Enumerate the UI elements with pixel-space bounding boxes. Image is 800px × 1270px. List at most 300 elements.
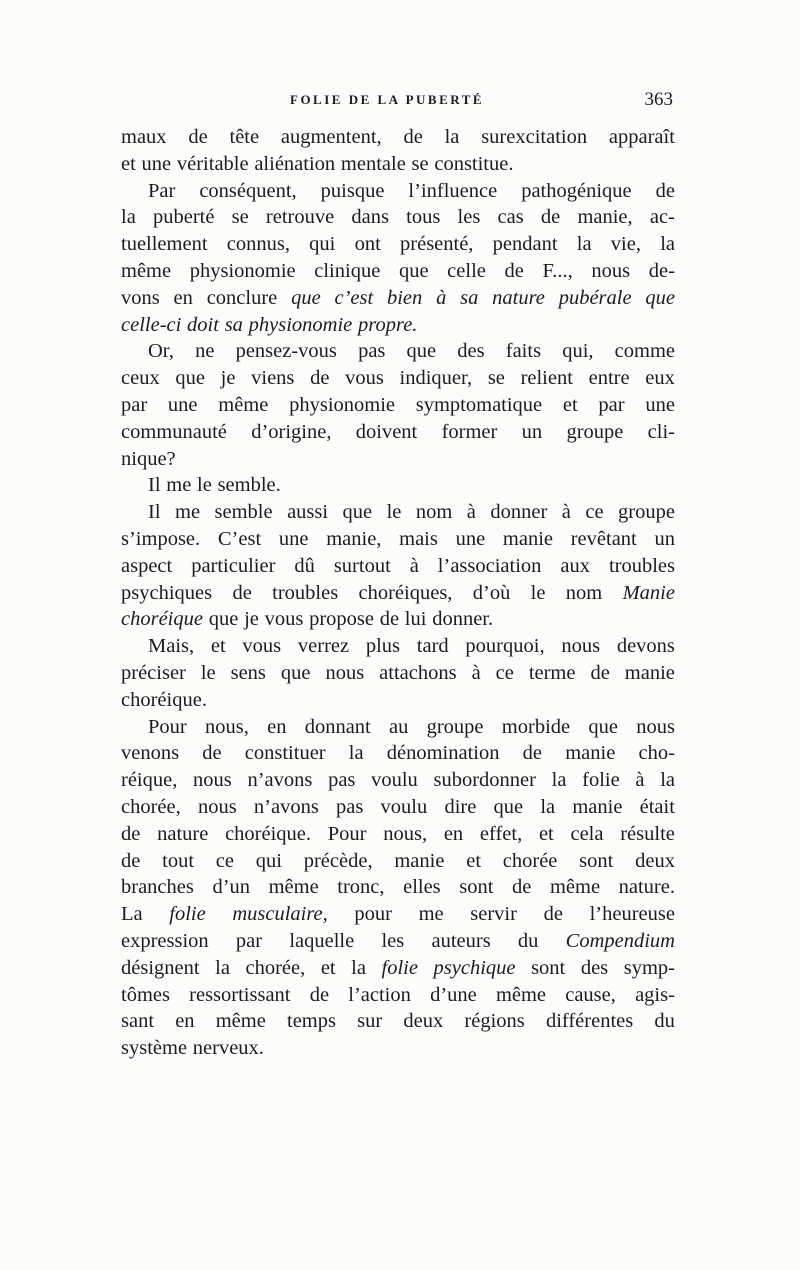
word: voulu xyxy=(380,795,428,818)
word: que xyxy=(175,367,205,390)
word: effet, xyxy=(479,822,523,845)
word: pourquoi, xyxy=(465,635,545,658)
text-line xyxy=(121,660,675,687)
word: surexcitation xyxy=(481,126,588,148)
word: même xyxy=(268,876,319,899)
word: vons xyxy=(121,286,160,309)
word: par xyxy=(598,393,625,416)
word: la xyxy=(660,233,675,256)
text-line xyxy=(121,124,675,151)
word: Il xyxy=(148,501,161,524)
word: que xyxy=(398,259,429,282)
word: apparaît xyxy=(608,126,675,148)
word: de xyxy=(655,179,675,202)
word: qui xyxy=(255,849,282,872)
word: par xyxy=(235,929,263,952)
word: pas xyxy=(336,795,364,818)
word: aliénation xyxy=(254,152,336,175)
word: expression xyxy=(121,929,209,952)
text-line xyxy=(121,982,675,1009)
word: nous, xyxy=(383,822,428,845)
word: d’un xyxy=(212,876,251,899)
text-line xyxy=(121,151,675,178)
word: morbide xyxy=(501,715,571,738)
word: en xyxy=(443,822,464,845)
text-line xyxy=(121,204,675,231)
text-line xyxy=(121,338,675,365)
word: constituer xyxy=(244,742,326,765)
word: l’heureuse xyxy=(589,903,675,926)
word: branches xyxy=(121,876,194,899)
word: qui xyxy=(309,233,336,256)
running-title: FOLIE DE LA PUBERTÉ xyxy=(290,92,485,107)
word: puberté xyxy=(152,206,215,229)
word: pas xyxy=(358,340,386,363)
word: communauté xyxy=(121,420,227,443)
word: n’avons xyxy=(247,769,313,792)
word: manie xyxy=(572,795,623,818)
word: une xyxy=(278,527,309,550)
word: de xyxy=(121,849,141,872)
word: et xyxy=(538,822,554,845)
word: chorée xyxy=(502,849,558,872)
word: à xyxy=(471,661,481,684)
word: manie xyxy=(502,527,553,550)
text-line xyxy=(121,714,675,741)
word: et xyxy=(466,849,482,872)
word: symptomatique xyxy=(415,393,543,416)
word: des xyxy=(580,956,609,979)
text-line xyxy=(121,848,675,875)
word: nous xyxy=(591,259,631,282)
word: nous xyxy=(561,635,601,658)
word: doivent xyxy=(355,420,418,443)
word: Par xyxy=(148,179,176,202)
word: Pour xyxy=(148,715,187,738)
word: du xyxy=(654,1010,675,1033)
word: que xyxy=(208,608,239,631)
word: cela xyxy=(570,822,604,845)
word: sur xyxy=(357,1010,383,1033)
word: et xyxy=(320,956,336,979)
word: la xyxy=(576,233,592,256)
word: indiquer, xyxy=(399,367,473,390)
word: clinique xyxy=(314,259,381,282)
word: que xyxy=(291,286,321,309)
word: tuellement xyxy=(121,233,208,256)
text-line xyxy=(121,687,675,714)
word: ressortissant xyxy=(189,983,291,1006)
word: pour xyxy=(354,903,392,926)
word: ce xyxy=(585,501,604,524)
word: Il xyxy=(148,474,161,497)
word: aux xyxy=(560,554,590,577)
word: préciser xyxy=(121,661,186,684)
word: choréiques, xyxy=(358,581,453,604)
word: sont xyxy=(579,849,614,872)
word: ac- xyxy=(649,206,675,229)
word: venons xyxy=(121,742,180,765)
word: cli- xyxy=(647,420,675,443)
text-line xyxy=(121,740,675,767)
word: en xyxy=(173,286,193,309)
word: celle-ci xyxy=(121,313,182,336)
word: attachons xyxy=(379,661,457,684)
word: et xyxy=(562,393,578,416)
text-line xyxy=(121,312,675,339)
word: me xyxy=(166,474,192,497)
word: deux xyxy=(635,849,675,872)
word: choréique xyxy=(121,608,203,631)
word: un xyxy=(521,420,543,443)
word: cho- xyxy=(638,742,675,765)
text-line xyxy=(121,499,675,526)
word: Pour xyxy=(327,822,367,845)
word: aspect xyxy=(121,554,173,577)
word: choréique. xyxy=(121,688,207,711)
text-line xyxy=(121,365,675,392)
word: physionomie xyxy=(189,259,296,282)
word: d’où xyxy=(472,581,511,604)
word: eux xyxy=(645,367,675,390)
word: symp- xyxy=(623,956,675,979)
word: relient xyxy=(520,367,573,390)
word: vie, xyxy=(610,233,641,256)
word: les xyxy=(381,929,405,952)
text-line xyxy=(121,526,675,553)
word: entre xyxy=(588,367,630,390)
word: psychiques xyxy=(121,581,213,604)
word: résulte xyxy=(620,822,675,845)
word: verrez xyxy=(297,635,350,658)
word: tous xyxy=(406,206,441,229)
text-line xyxy=(121,446,675,473)
word: nique? xyxy=(121,447,176,470)
word: Manie xyxy=(622,581,675,604)
word: manie xyxy=(565,742,616,765)
word: augmentent, xyxy=(280,126,382,148)
word: groupe xyxy=(566,420,624,443)
word: Or, xyxy=(148,340,174,363)
word: surtout xyxy=(333,554,391,577)
text-line xyxy=(121,419,675,446)
word: même xyxy=(121,259,172,282)
word: la xyxy=(351,956,366,979)
word: de xyxy=(232,581,252,604)
word: se xyxy=(231,206,249,229)
word: chorée, xyxy=(121,795,181,818)
word: au xyxy=(389,715,409,738)
word: pendant xyxy=(492,233,558,256)
word: à xyxy=(436,286,447,309)
word: était xyxy=(639,795,675,818)
word: groupe xyxy=(426,715,484,738)
word: précède, xyxy=(303,849,373,872)
word: sont xyxy=(459,876,494,899)
text-line xyxy=(121,633,675,660)
word: régions xyxy=(464,1010,525,1033)
word: retrouve xyxy=(265,206,335,229)
word: propre. xyxy=(358,313,418,336)
word: ce xyxy=(215,849,234,872)
word: conséquent, xyxy=(199,179,297,202)
word: subordonner xyxy=(433,769,536,792)
word: chorée, xyxy=(245,956,306,979)
word: temps xyxy=(287,1010,336,1033)
word: dire xyxy=(444,795,477,818)
word: de xyxy=(504,259,524,282)
word: servir xyxy=(470,903,517,926)
word: nerveux. xyxy=(192,1037,264,1060)
word: Mais, xyxy=(148,635,195,658)
word: même xyxy=(215,1010,266,1033)
text-line xyxy=(121,794,675,821)
word: que xyxy=(588,715,618,738)
word: à xyxy=(466,501,476,524)
word: nature. xyxy=(618,876,675,899)
word: qui, xyxy=(562,340,594,363)
word: manie, xyxy=(326,527,382,550)
word: nous xyxy=(197,795,237,818)
word: manie, xyxy=(577,206,633,229)
word: plus xyxy=(365,635,401,658)
word: nom xyxy=(565,581,603,604)
word: nature xyxy=(157,822,209,845)
word: l’influence xyxy=(408,179,498,202)
word: sont xyxy=(531,956,566,979)
word: de xyxy=(522,742,543,765)
word: je xyxy=(244,608,259,631)
word: que xyxy=(493,795,524,818)
word: pensez-vous xyxy=(235,340,337,363)
word: que xyxy=(406,340,437,363)
word: propose xyxy=(309,608,374,631)
word: une xyxy=(141,152,172,175)
text-line xyxy=(121,258,675,285)
word: pathogénique xyxy=(521,179,632,202)
text-line xyxy=(121,901,675,928)
word: faits xyxy=(505,340,542,363)
text-line xyxy=(121,553,675,580)
text-line xyxy=(121,580,675,607)
word: mentale xyxy=(340,152,406,175)
word: cas xyxy=(497,206,524,229)
text-line xyxy=(121,874,675,901)
word: maux xyxy=(121,126,167,148)
word: et xyxy=(210,635,226,658)
word: nous xyxy=(325,661,365,684)
word: ont xyxy=(354,233,381,256)
text-line xyxy=(121,928,675,955)
word: même xyxy=(495,983,547,1006)
word: de xyxy=(512,876,532,899)
word: me xyxy=(175,501,201,524)
word: bien xyxy=(386,286,423,309)
word: une xyxy=(167,393,198,416)
word: sens xyxy=(230,661,266,684)
word: la xyxy=(348,742,364,765)
word: auteurs xyxy=(431,929,491,952)
word: terme xyxy=(528,661,576,684)
word: dû xyxy=(294,554,315,577)
word: se xyxy=(487,367,505,390)
word: folie xyxy=(169,903,206,926)
word: ceux xyxy=(121,367,160,390)
word: particulier xyxy=(191,554,276,577)
word: pas xyxy=(328,769,356,792)
word: ce xyxy=(495,661,514,684)
body-text xyxy=(121,124,675,1062)
word: réique, xyxy=(121,769,178,792)
word: F..., xyxy=(542,259,573,282)
word: un xyxy=(654,527,675,550)
word: vous xyxy=(264,608,304,631)
text-line xyxy=(121,472,675,499)
word: tronc, xyxy=(337,876,385,899)
word: par xyxy=(121,393,148,416)
word: La xyxy=(121,903,143,926)
word: manie xyxy=(624,661,675,684)
word: tout xyxy=(162,849,195,872)
word: manie xyxy=(394,849,445,872)
word: les xyxy=(457,206,481,229)
word: groupe xyxy=(618,501,675,524)
word: en xyxy=(267,715,287,738)
word: elles xyxy=(403,876,441,899)
word: dans xyxy=(351,206,389,229)
word: que xyxy=(342,501,373,524)
word: des xyxy=(457,340,485,363)
word: dénomination xyxy=(386,742,500,765)
word: sa xyxy=(224,313,243,336)
word: vous xyxy=(345,367,384,390)
word: se xyxy=(411,152,429,175)
word: de- xyxy=(648,259,675,282)
word: physionomie xyxy=(248,313,353,336)
word: donnant xyxy=(304,715,371,738)
word: une xyxy=(645,393,675,416)
word: système xyxy=(121,1037,188,1060)
word: vous xyxy=(242,635,282,658)
word: que xyxy=(645,286,675,309)
word: aussi xyxy=(287,501,329,524)
word: de xyxy=(540,206,561,229)
word: mais xyxy=(399,527,438,550)
word: de xyxy=(590,661,610,684)
word: deux xyxy=(403,1010,444,1033)
word: à xyxy=(561,501,571,524)
word: c’est xyxy=(334,286,374,309)
word: tête xyxy=(229,126,260,148)
word: doit xyxy=(187,313,219,336)
word: véritable xyxy=(176,152,249,175)
text-line xyxy=(121,606,675,633)
word: même xyxy=(549,876,601,899)
word: de xyxy=(543,903,563,926)
word: à xyxy=(635,769,645,792)
word: de xyxy=(379,608,400,631)
word: sant xyxy=(121,1010,155,1033)
word: s’impose. xyxy=(121,527,201,550)
word: une xyxy=(455,527,486,550)
text-line xyxy=(121,1008,675,1035)
word: puisque xyxy=(320,179,385,202)
word: nature xyxy=(492,286,545,309)
word: la xyxy=(444,126,460,148)
word: devons xyxy=(616,635,675,658)
word: nous xyxy=(636,715,675,738)
word: semble. xyxy=(217,474,281,497)
word: me xyxy=(418,903,444,926)
word: du xyxy=(517,929,539,952)
word: à xyxy=(409,554,419,577)
page-number: 363 xyxy=(644,89,673,110)
word: tard xyxy=(416,635,449,658)
word: d’origine, xyxy=(251,420,332,443)
word: comme xyxy=(614,340,675,363)
word: sa xyxy=(460,286,479,309)
text-line xyxy=(121,178,675,205)
word: l’action xyxy=(348,983,411,1006)
word: le xyxy=(197,474,212,497)
word: pubérale xyxy=(558,286,632,309)
word: je xyxy=(220,367,236,390)
word: la xyxy=(540,795,556,818)
word: le xyxy=(200,661,216,684)
word: viens xyxy=(251,367,295,390)
word: de xyxy=(121,822,141,845)
word: la xyxy=(121,206,136,229)
word: psychique xyxy=(433,956,516,979)
word: la xyxy=(215,956,230,979)
word: conclure xyxy=(206,286,278,309)
word: C’est xyxy=(217,527,262,550)
word: la xyxy=(551,769,567,792)
word: désignent xyxy=(121,956,200,979)
word: de xyxy=(310,367,330,390)
word: revêtant xyxy=(570,527,637,550)
word: nous xyxy=(193,769,232,792)
word: donner xyxy=(490,501,548,524)
word: voulu xyxy=(371,769,418,792)
word: musculaire, xyxy=(232,903,328,926)
word: physionomie xyxy=(289,393,396,416)
word: agis- xyxy=(635,983,675,1006)
word: constitue. xyxy=(434,152,514,175)
word: donner. xyxy=(432,608,494,631)
word: connus, xyxy=(226,233,290,256)
word: même xyxy=(218,393,269,416)
word: lui xyxy=(404,608,427,631)
word: l’association xyxy=(437,554,542,577)
word: troubles xyxy=(608,554,675,577)
word: ne xyxy=(195,340,215,363)
word: folie xyxy=(582,769,620,792)
word: le xyxy=(386,501,402,524)
word: Compendium xyxy=(565,929,675,952)
word: choréique. xyxy=(225,822,312,845)
word: laquelle xyxy=(289,929,355,952)
text-line xyxy=(121,821,675,848)
text-line xyxy=(121,767,675,794)
text-line xyxy=(121,285,675,312)
word: en xyxy=(175,1010,195,1033)
word: que xyxy=(280,661,311,684)
word: de xyxy=(188,126,208,148)
text-line xyxy=(121,1035,675,1062)
word: troubles xyxy=(272,581,339,604)
word: tômes xyxy=(121,983,170,1006)
